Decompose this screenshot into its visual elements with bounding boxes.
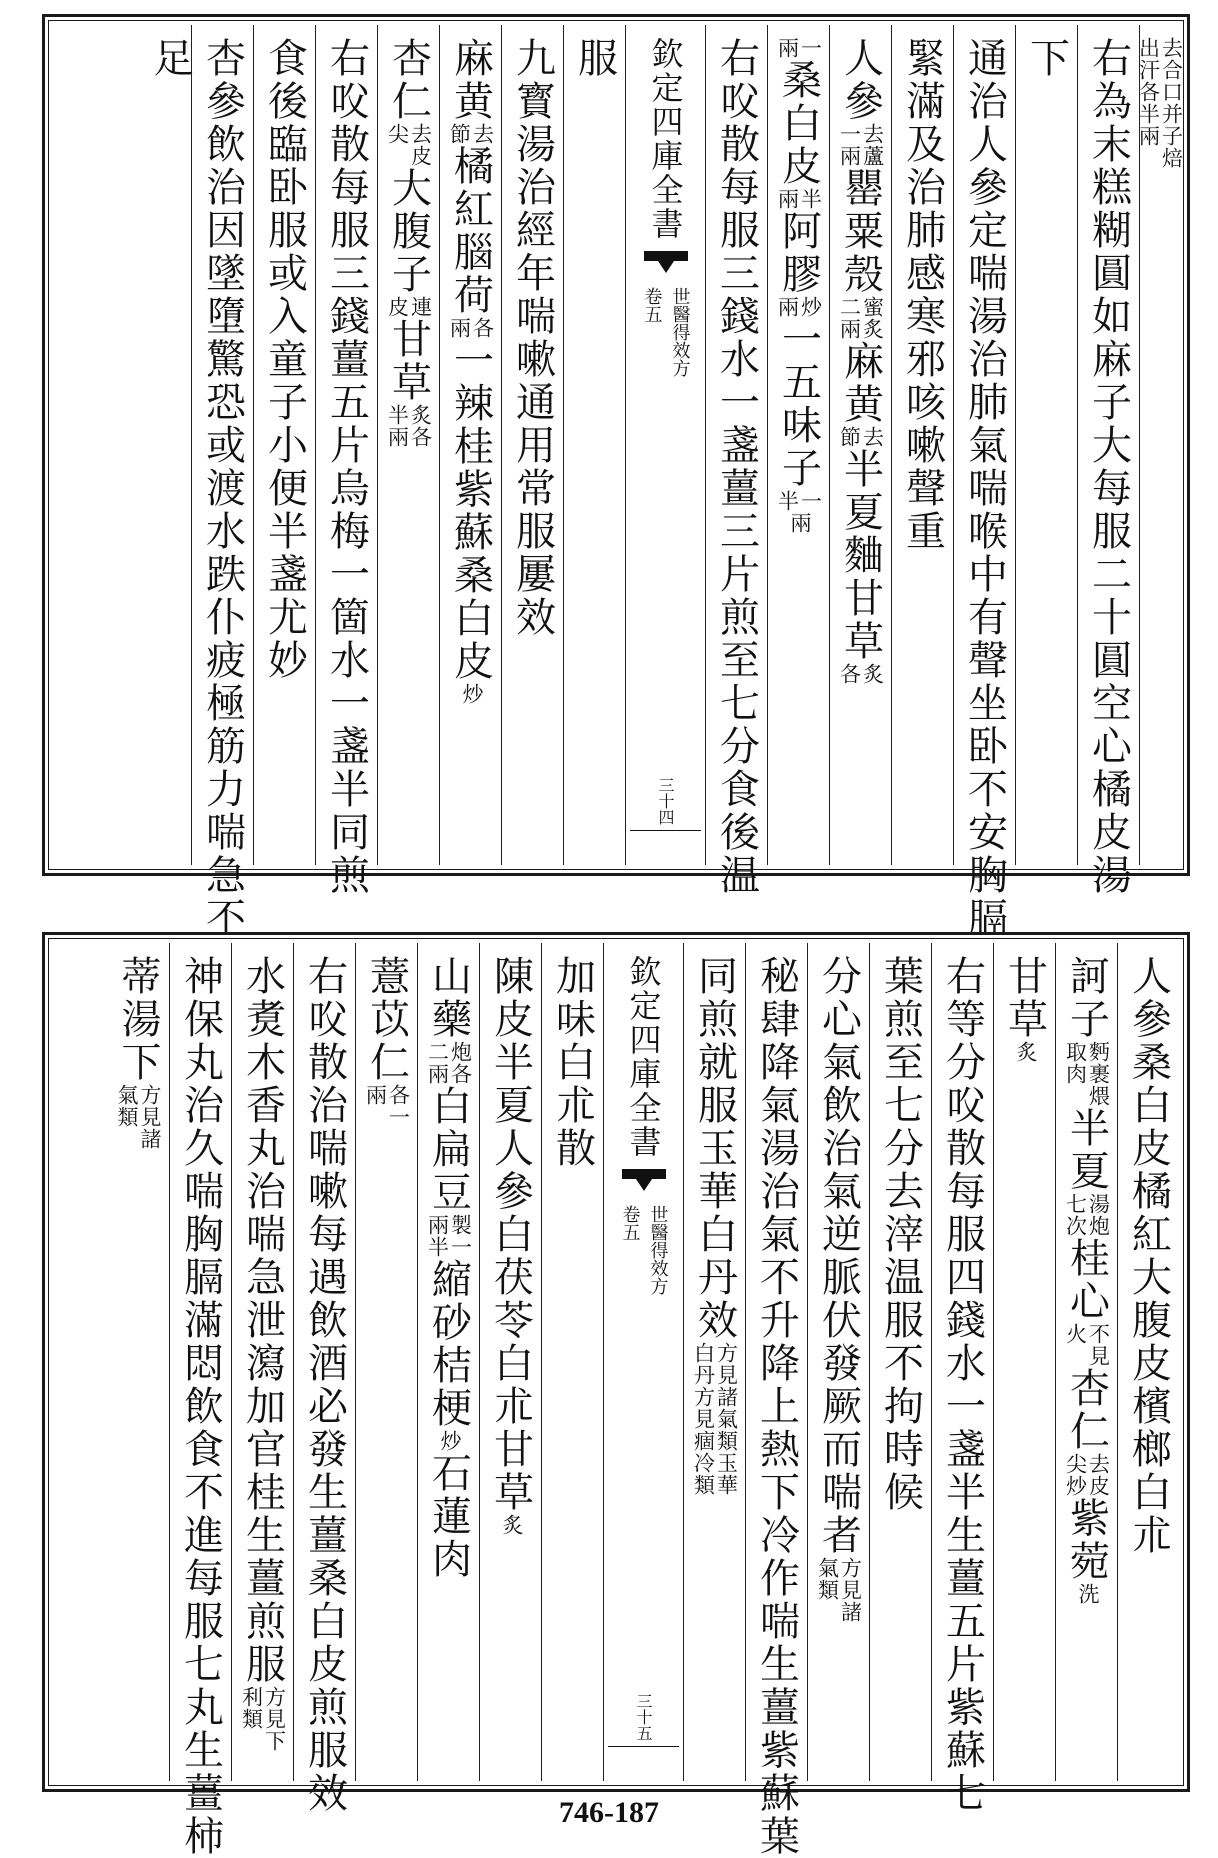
center-fold-margin: [625, 25, 705, 865]
main-text: 分心氣飲治氣逆脈伏發厥而喘者: [815, 955, 862, 1557]
annotation-line: 尖: [385, 123, 410, 145]
annotation-line: 氣類: [815, 1557, 840, 1601]
fishtail-mark-icon: [644, 251, 688, 277]
main-text: 右㕮散每服三錢薑五片烏梅一箇水一盞半同煎: [323, 37, 370, 897]
annotation-line: 炙: [860, 663, 885, 685]
annotation-line: 各: [470, 317, 495, 339]
upper-page: [42, 14, 1190, 940]
text-column: [563, 25, 625, 865]
main-text: 半夏麯: [837, 448, 884, 577]
main-text: 下: [1023, 37, 1070, 80]
main-text: 加味白朮散: [549, 955, 596, 1170]
annotation-line: 兩: [363, 1084, 388, 1106]
text-column: [191, 25, 253, 940]
annotation-line: 湯炮: [1086, 1193, 1111, 1237]
annotation-line: 炒: [798, 296, 823, 318]
main-text: 甘草: [837, 577, 884, 663]
main-text: 大腹子: [385, 167, 432, 296]
annotation-line: 節: [447, 123, 472, 145]
annotation-line: 蜜炙: [860, 296, 885, 340]
annotation-note: [693, 1342, 737, 1496]
annotation-note: [1075, 1583, 1098, 1605]
annotation-line: 炙各: [408, 404, 433, 448]
main-text: 薏苡仁: [363, 955, 410, 1084]
main-text: 通治人參定喘湯治肺氣喘喉中有聲坐卧不安胸膈: [961, 37, 1008, 940]
source-label: [639, 287, 693, 377]
main-text: 右㕮散治喘嗽每遇飲酒必發生薑桑白皮煎服效: [301, 955, 348, 1815]
annotation-note: [387, 404, 431, 448]
main-text: 桂心: [1063, 1237, 1110, 1323]
folio-number-text: 三十五: [634, 1693, 653, 1741]
annotation-note: [817, 1557, 861, 1623]
annotation-note: [777, 37, 821, 59]
annotation-line: 去: [470, 123, 495, 145]
annotation-note: [787, 512, 810, 534]
main-text: 縮砂: [425, 1258, 472, 1344]
text-column: [1015, 25, 1077, 865]
annotation-note: [839, 426, 883, 448]
annotation-line: 製一: [448, 1214, 473, 1258]
main-text: 訶子: [1063, 955, 1110, 1041]
text-column: [315, 25, 377, 897]
main-text: 紫蘇: [447, 468, 494, 554]
main-text: 半夏: [1063, 1107, 1110, 1193]
annotation-note: [839, 123, 883, 167]
text-column: [107, 943, 169, 1781]
text-column: [891, 25, 953, 865]
annotation-line: 兩: [447, 317, 472, 339]
annotation-line: 白丹方見痼冷類: [691, 1342, 716, 1496]
main-text: 檳榔: [1125, 1385, 1172, 1471]
main-text: 橘紅: [1125, 1170, 1172, 1256]
annotation-line: 一: [798, 490, 823, 512]
text-column: [829, 25, 891, 865]
source-label: [617, 1205, 671, 1295]
text-column: [1055, 943, 1117, 1781]
main-text: 服: [571, 37, 618, 80]
annotation-note: [1138, 37, 1182, 169]
annotation-line: 二兩: [837, 296, 862, 340]
text-column: [253, 25, 315, 865]
main-text: 麻黄: [447, 37, 494, 123]
source-source-right: 世醫得效方: [647, 1205, 669, 1295]
annotation-line: 氣類: [115, 1084, 139, 1128]
text-column: [541, 943, 603, 1781]
text-column: [293, 943, 355, 1815]
center-fold-margin: [603, 943, 683, 1781]
annotation-note: [387, 123, 431, 167]
page-number: 746-187: [559, 1796, 659, 1829]
folio-number: [604, 1693, 683, 1741]
text-column: [355, 943, 417, 1781]
folio-number: [626, 777, 705, 825]
annotation-line: 去皮: [1086, 1453, 1111, 1497]
main-text: 桑白皮: [775, 59, 822, 188]
main-text: 阿膠: [775, 210, 822, 296]
annotation-line: 炒: [438, 1430, 462, 1452]
text-column: [377, 25, 439, 865]
main-text: 山藥: [425, 955, 472, 1041]
main-text: 一五味子: [775, 318, 822, 490]
annotation-note: [427, 1041, 471, 1085]
main-text: 麻黄: [837, 340, 884, 426]
annotation-line: 麪裹煨: [1086, 1041, 1111, 1107]
main-text: 紫菀: [1063, 1497, 1110, 1583]
text-column: [993, 943, 1055, 1781]
main-text: 葉煎至七分去滓温服不拘時候: [877, 955, 924, 1514]
annotation-line: 一兩: [837, 123, 862, 167]
main-text: 右㕮散每服三錢水一盞薑三片煎至七分食後温: [713, 37, 760, 897]
annotation-line: 半: [775, 490, 800, 512]
main-text: 水煑木香丸治喘急泄瀉加官桂生薑煎服: [239, 955, 286, 1686]
annotation-note: [1065, 1453, 1109, 1497]
annotation-note: [241, 1686, 285, 1752]
main-text: 右為末糕糊圓如麻子大每服二十圓空心橘皮湯: [1085, 37, 1132, 897]
main-text: 桑白皮: [447, 554, 494, 683]
annotation-line: 一: [798, 37, 823, 59]
main-text: 同煎就服玉華白丹效: [691, 955, 738, 1342]
main-text: 陳皮: [487, 955, 534, 1041]
text-column: [149, 25, 191, 865]
main-text: 食後臨卧服或入童子小便半盞尤妙: [261, 37, 308, 682]
annotation-line: 各一: [386, 1084, 411, 1128]
annotation-line: 去合口并子焙: [1159, 37, 1184, 169]
text-column: [1117, 943, 1179, 1781]
main-text: 蒂湯下: [115, 955, 161, 1084]
annotation-note: [1013, 1041, 1036, 1063]
annotation-note: [1065, 1041, 1109, 1107]
main-text: 杏仁: [1063, 1367, 1110, 1453]
text-column: [705, 25, 767, 897]
text-column: [231, 943, 293, 1781]
text-column: [807, 943, 869, 1781]
main-text: 秘肆降氣湯治氣不升降上熱下冷作喘生薑紫蘇葉: [753, 955, 800, 1858]
annotation-line: 各: [837, 663, 862, 685]
main-text: 足: [147, 37, 193, 80]
text-column: [767, 25, 829, 865]
annotation-line: 方見諸: [138, 1084, 162, 1150]
main-text: 白朮: [487, 1342, 534, 1428]
annotation-line: 利類: [239, 1686, 264, 1730]
text-column: [1077, 25, 1139, 897]
text-column: [169, 943, 231, 1858]
main-text: 甘草: [385, 318, 432, 404]
annotation-note: [449, 123, 493, 145]
annotation-note: [777, 296, 821, 318]
annotation-line: 皮: [385, 296, 410, 318]
annotation-note: [365, 1084, 409, 1128]
annotation-line: 去: [860, 426, 885, 448]
annotation-line: 去蘆: [860, 123, 885, 167]
main-text: 白扁豆: [425, 1085, 472, 1214]
text-column: [953, 25, 1015, 940]
annotation-line: 節: [837, 426, 862, 448]
main-text: 白朮: [1125, 1471, 1172, 1557]
source-source-right: 世醫得效方: [669, 287, 691, 377]
annotation-line: 方見諸: [838, 1557, 863, 1623]
annotation-line: 兩: [775, 296, 800, 318]
text-column: [931, 943, 993, 1815]
main-text: 半夏: [487, 1041, 534, 1127]
annotation-line: 半兩: [385, 404, 410, 448]
annotation-line: 尖炒: [1063, 1453, 1088, 1497]
annotation-line: 火: [1063, 1323, 1088, 1345]
annotation-note: [777, 188, 821, 210]
source-source-left: 卷五: [619, 1205, 641, 1241]
annotation-line: 取肉: [1063, 1041, 1088, 1085]
annotation-note: [1065, 1193, 1109, 1237]
annotation-line: 半: [798, 188, 823, 210]
annotation-note: [437, 1430, 460, 1452]
folio-number-text: 三十四: [656, 777, 675, 825]
main-text: 甘草: [487, 1428, 534, 1514]
main-text: 大腹皮: [1125, 1256, 1172, 1385]
text-column: [1136, 25, 1184, 865]
annotation-line: 連: [408, 296, 433, 318]
annotation-line: 炙: [500, 1514, 524, 1536]
main-text: 緊滿及治肺感寒邪咳嗽聲重: [899, 37, 946, 553]
main-text: 桑白皮: [1125, 1041, 1172, 1170]
text-column: [869, 943, 931, 1781]
annotation-line: 炮各: [448, 1041, 473, 1085]
annotation-line: 出汗各半兩: [1136, 37, 1161, 147]
main-text: 腦荷: [447, 231, 494, 317]
annotation-note: [839, 296, 883, 340]
annotation-line: 方見諸氣類玉華: [714, 1342, 739, 1496]
annotation-note: [499, 1514, 522, 1536]
annotation-note: [839, 663, 883, 685]
annotation-line: 兩: [775, 37, 800, 59]
text-column: [417, 943, 479, 1781]
annotation-line: 二兩: [425, 1041, 450, 1085]
annotation-note: [449, 317, 493, 339]
annotation-line: 洗: [1076, 1583, 1100, 1605]
book-title: 欽定四庫全書: [646, 37, 685, 241]
main-text: 甘草: [1001, 955, 1048, 1041]
main-text: 杏參飲治因墜墮驚恐或渡水跌仆疲極筋力喘急不: [199, 37, 246, 940]
annotation-note: [459, 683, 482, 705]
annotation-note: [777, 490, 821, 512]
annotation-line: 兩半: [425, 1214, 450, 1258]
annotation-line: 七次: [1063, 1193, 1088, 1237]
annotation-line: 去皮: [408, 123, 433, 167]
annotation-line: 兩: [788, 512, 812, 534]
main-text: 一辣桂: [447, 339, 494, 468]
main-text: 人參: [487, 1127, 534, 1213]
annotation-line: 不見: [1086, 1323, 1111, 1367]
main-text: 杏仁: [385, 37, 432, 123]
fishtail-mark-icon: [622, 1169, 666, 1195]
main-text: 人參: [1125, 955, 1172, 1041]
main-text: 罌粟殼: [837, 167, 884, 296]
source-source-left: 卷五: [641, 287, 663, 323]
annotation-note: [1065, 1323, 1109, 1367]
main-text: 神保丸治久喘胸膈滿悶飲食不進每服七丸生薑柿: [177, 955, 224, 1858]
main-text: 橘紅: [447, 145, 494, 231]
text-column: [439, 25, 501, 865]
annotation-note: [387, 296, 431, 318]
upper-page-columns: [53, 25, 1184, 940]
text-column: [479, 943, 541, 1781]
annotation-line: 兩: [775, 188, 800, 210]
main-text: 右等分㕮散每服四錢水一盞半生薑五片紫蘇七: [939, 955, 986, 1815]
main-text: 桔梗: [425, 1344, 472, 1430]
text-column: [683, 943, 745, 1781]
annotation-note: [427, 1214, 471, 1258]
text-column: [745, 943, 807, 1858]
annotation-line: 炙: [1014, 1041, 1038, 1063]
text-column: [501, 25, 563, 865]
main-text: 九寳湯治經年喘嗽通用常服屢效: [509, 37, 556, 639]
annotation-note: [116, 1084, 160, 1150]
main-text: 人參: [837, 37, 884, 123]
main-text: 白茯苓: [487, 1213, 534, 1342]
book-title: 欽定四庫全書: [624, 955, 663, 1159]
annotation-line: 炒: [460, 683, 484, 705]
main-text: 石蓮肉: [425, 1452, 472, 1581]
annotation-line: 方見下: [262, 1686, 287, 1752]
